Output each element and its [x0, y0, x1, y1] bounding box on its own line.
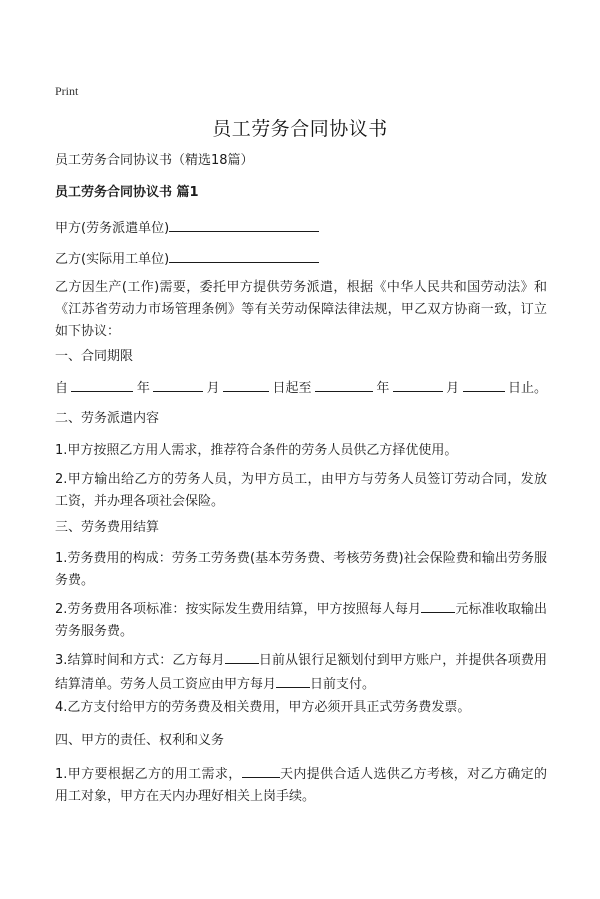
party-b-line [55, 247, 547, 271]
clause-4-1 [55, 762, 547, 808]
term-day-1: 日起至 [272, 381, 312, 396]
party-a-label: 甲方(劳务派遣单位) [55, 221, 170, 236]
term-month-blank-2 [393, 376, 443, 392]
clause-3-2-text-b: 元标准收取输出劳务服务费。 [55, 602, 547, 639]
party-a-blank [169, 216, 319, 232]
term-from: 自 [55, 381, 69, 396]
clause-3-2 [55, 597, 547, 643]
term-month-1: 月 [206, 381, 220, 396]
heading-contract-term: 一、合同期限 [55, 349, 134, 364]
section-heading: 员工劳务合同协议书 篇1 [55, 185, 199, 200]
print-link[interactable]: Print [55, 84, 79, 98]
document-subtitle: 员工劳务合同协议书（精选18篇） [55, 153, 254, 168]
clause-3-3-text-c: 日前支付。 [310, 677, 376, 692]
term-day-blank-1 [223, 376, 269, 392]
party-b-label: 乙方(实际用工单位) [55, 252, 170, 267]
heading-dispatch-content: 二、劳务派遣内容 [55, 411, 160, 426]
party-b-blank [169, 247, 319, 263]
clause-3-4: 4.乙方支付给甲方的劳务费及相关费用，甲方必须开具正式劳务费发票。 [55, 700, 471, 715]
clause-4-1-text-b: 天内提供合适人选供乙方考核，对乙方确定的用工对象，甲方在天内办理好相关上岗手续。 [55, 767, 547, 804]
clause-2-2: 2.甲方输出给乙方的劳务人员，为甲方员工，由甲方与劳务人员签订劳动合同，发放工资，并办理各项社会保险。 [55, 472, 547, 509]
clause-3-2-text-a: 2.劳务费用各项标准：按实际发生费用结算，甲方按照每人每月 [55, 602, 422, 617]
heading-party-a-duties: 四、甲方的责任、权利和义务 [55, 733, 225, 748]
days-blank [242, 762, 280, 778]
contract-term-line [55, 376, 547, 400]
clause-3-3 [55, 648, 547, 696]
clause-4-1-text-a: 1.甲方要根据乙方的用工需求， [55, 767, 242, 782]
term-day-blank-2 [463, 376, 505, 392]
clause-3-3-text-b: 日前从银行足额划付到甲方账户，并提供各项费用结算清单。劳务人员工资应由甲方每月 [55, 653, 547, 692]
clause-3-3-text-a: 3.结算时间和方式：乙方每月 [55, 653, 225, 668]
clause-2-1: 1.甲方按照乙方用人需求，推荐符合条件的劳务人员供乙方择优使用。 [55, 443, 458, 458]
term-year-1: 年 [136, 381, 150, 396]
term-month-blank-1 [153, 376, 203, 392]
party-a-line [55, 216, 547, 240]
term-year-blank-1 [71, 376, 133, 392]
salary-day-blank [276, 672, 310, 688]
term-year-blank-2 [315, 376, 373, 392]
term-day-2: 日止。 [507, 381, 547, 396]
document-title: 员工劳务合同协议书 [212, 118, 388, 140]
term-year-2: 年 [376, 381, 390, 396]
term-month-2: 月 [446, 381, 460, 396]
payment-day-blank [225, 648, 259, 664]
heading-fee-settlement: 三、劳务费用结算 [55, 520, 160, 535]
intro-paragraph: 乙方因生产(工作)需要，委托甲方提供劳务派遣，根据《中华人民共和国劳动法》和《江苏省劳动力市场管理条例》等有关劳动保障法律法规，甲乙双方协商一致，订立如下协议： [55, 280, 547, 339]
service-fee-blank [421, 597, 455, 613]
clause-3-1: 1.劳务费用的构成：劳务工劳务费(基本劳务费、考核劳务费)社会保险费和输出劳务服务费。 [55, 551, 547, 588]
